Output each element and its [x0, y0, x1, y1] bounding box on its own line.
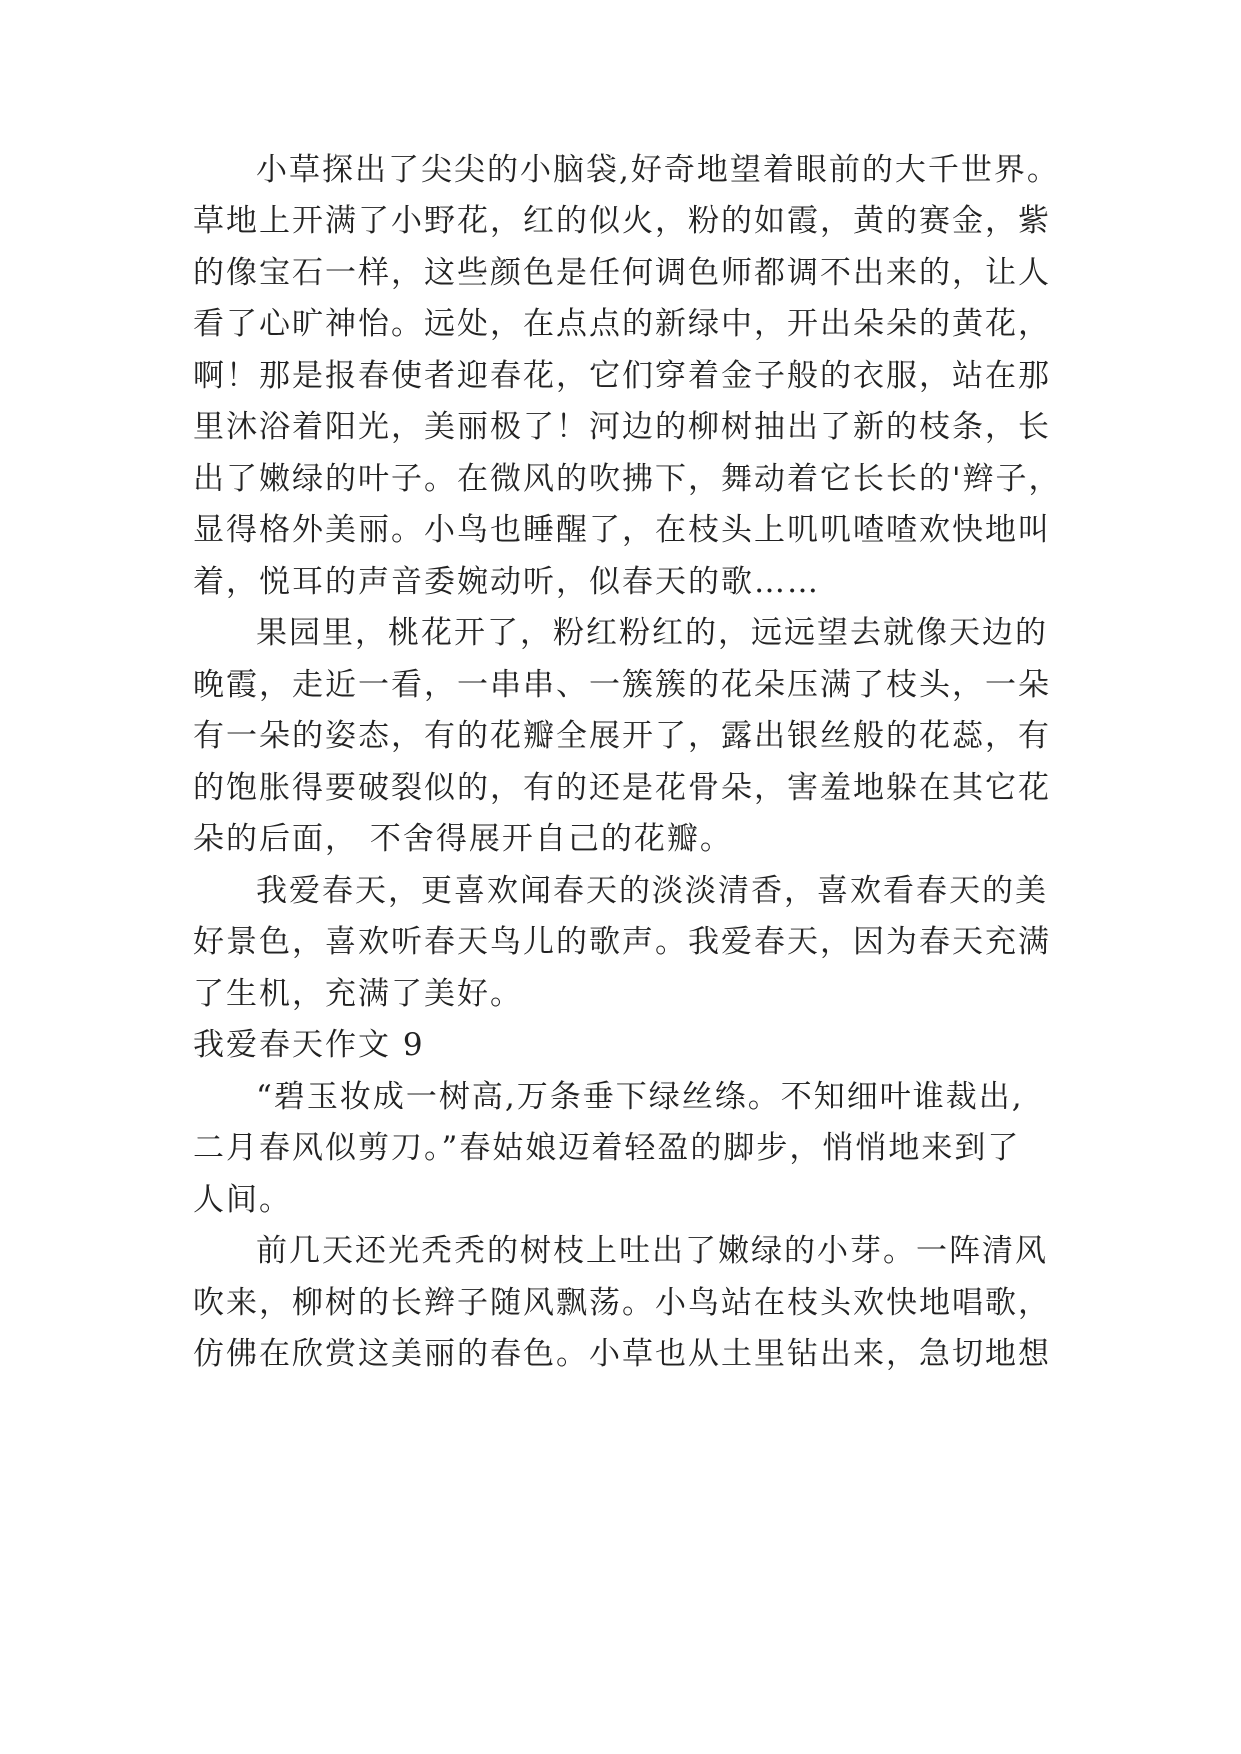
paragraph-line: 朵的后面， 不舍得展开自己的花瓣。	[193, 821, 733, 857]
paragraph-line: 的饱胀得要破裂似的，有的还是花骨朵，害羞地躲在其它花	[193, 770, 1051, 806]
paragraph-line: 看了心旷神怡。远处，在点点的新绿中，开出朵朵的黄花，	[193, 306, 1051, 342]
paragraph-line: 显得格外美丽。小鸟也睡醒了，在枝头上叽叽喳喳欢快地叫	[193, 512, 1051, 548]
section-heading: 我爱春天作文 9	[193, 1027, 425, 1063]
paragraph-line: 好景色，喜欢听春天鸟儿的歌声。我爱春天，因为春天充满	[193, 924, 1051, 960]
paragraph-line: 小草探出了尖尖的小脑袋,好奇地望着眼前的大千世界。	[256, 152, 1060, 188]
paragraph-line: 着，悦耳的声音委婉动听，似春天的歌……	[193, 564, 820, 600]
paragraph-line: “碧玉妆成一树高,万条垂下绿丝绦。不知细叶谁裁出,	[256, 1079, 1024, 1115]
paragraph-line: 草地上开满了小野花，红的似火，粉的如霞，黄的赛金，紫	[193, 203, 1051, 239]
paragraph-line: 了生机，充满了美好。	[193, 976, 523, 1012]
paragraph-line: 出了嫩绿的叶子。在微风的吹拂下，舞动着它长长的'辫子，	[193, 461, 1062, 497]
paragraph-line: 人间。	[193, 1182, 292, 1218]
paragraph-line: 吹来，柳树的长辫子随风飘荡。小鸟站在枝头欢快地唱歌，	[193, 1285, 1051, 1321]
paragraph-line: 仿佛在欣赏这美丽的春色。小草也从土里钻出来，急切地想	[193, 1336, 1051, 1372]
paragraph-line: 果园里，桃花开了，粉红粉红的，远远望去就像天边的	[256, 615, 1048, 651]
paragraph-line: 二月春风似剪刀。”春姑娘迈着轻盈的脚步，悄悄地来到了	[193, 1130, 1021, 1166]
paragraph-line: 晚霞，走近一看，一串串、一簇簇的花朵压满了枝头，一朵	[193, 667, 1051, 703]
paragraph-line: 前几天还光秃秃的树枝上吐出了嫩绿的小芽。一阵清风	[256, 1233, 1048, 1269]
paragraph-line: 啊！那是报春使者迎春花，它们穿着金子般的衣服，站在那	[193, 358, 1051, 394]
paragraph-line: 我爱春天，更喜欢闻春天的淡淡清香，喜欢看春天的美	[256, 873, 1048, 909]
paragraph-line: 有一朵的姿态，有的花瓣全展开了，露出银丝般的花蕊，有	[193, 718, 1051, 754]
paragraph-line: 的像宝石一样，这些颜色是任何调色师都调不出来的，让人	[193, 255, 1051, 291]
paragraph-line: 里沐浴着阳光，美丽极了！河边的柳树抽出了新的枝条，长	[193, 409, 1051, 445]
